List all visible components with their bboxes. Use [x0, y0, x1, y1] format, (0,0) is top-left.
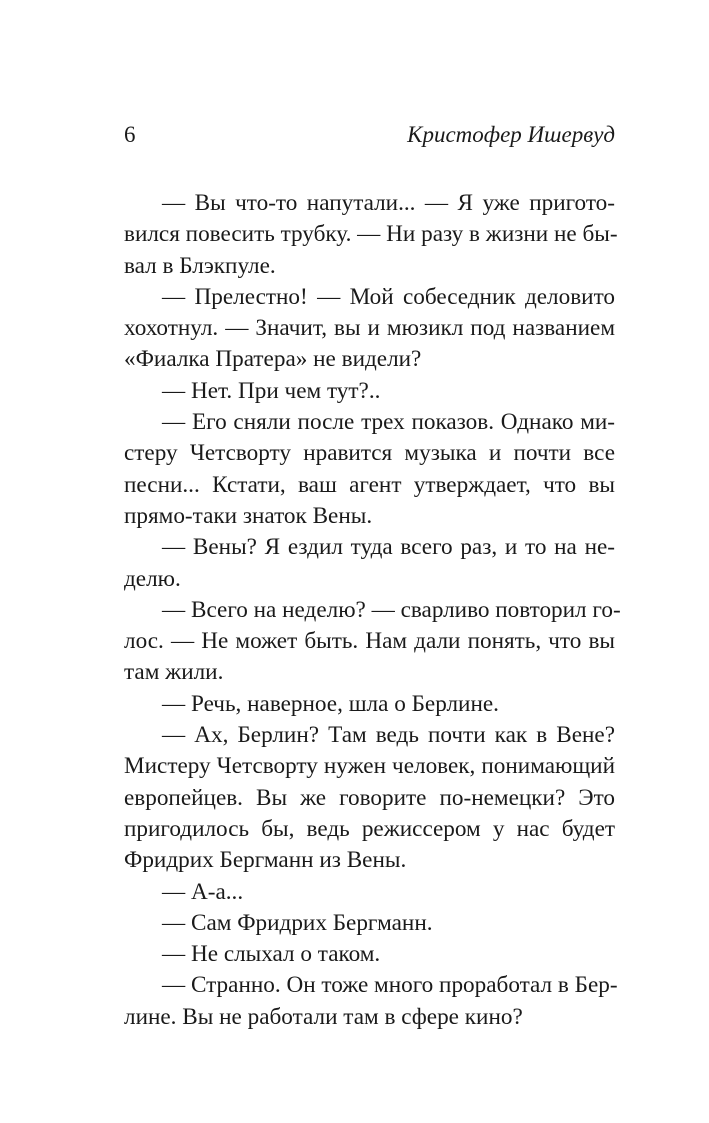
text-line: лос. — Не может быть. Нам дали понять, что вы [124, 628, 615, 655]
text-line: там жили. [124, 659, 224, 686]
text-line: вился повесить трубку. — Ни разу в жизни не бы- [124, 221, 618, 248]
text-line: — Прелестно! — Мой собеседник деловито [162, 283, 615, 310]
text-line: — Странно. Он тоже много проработал в Бер- [162, 972, 618, 999]
text-line: хохотнул. — Значит, вы и мюзикл под названием [124, 315, 615, 342]
text-line: «Фиалка Пратера» не видели? [124, 346, 422, 373]
text-line: вал в Блэкпуле. [124, 252, 276, 279]
text-line: прямо-таки знаток Вены. [124, 502, 373, 529]
text-line: пригодилось бы, ведь режиссером у нас будет [124, 815, 615, 842]
text-line: — Ах, Берлин? Там ведь почти как в Вене? [162, 722, 615, 749]
running-head-author: Кристофер Ишервуд [407, 122, 615, 147]
text-line: песни... Кстати, ваш агент утверждает, что вы [124, 471, 615, 498]
text-line: делю. [124, 565, 181, 592]
text-line: — А-а... [162, 878, 244, 905]
text-line: — Речь, наверное, шла о Берлине. [162, 690, 499, 717]
body-text [124, 188, 621, 1033]
text-line: стеру Четсворту нравится музыка и почти все [124, 440, 615, 467]
text-line: Фридрих Бергманн из Вены. [124, 847, 407, 874]
page-header [124, 120, 615, 150]
page-number: 6 [124, 122, 136, 147]
text-line: — Нет. При чем тут?.. [162, 377, 381, 404]
text-line: — Всего на неделю? — сварливо повторил го- [162, 596, 621, 623]
text-line: — Не слыхал о таком. [162, 941, 381, 968]
text-line: Мистеру Четсворту нужен человек, понимающий [124, 753, 615, 780]
text-line: — Вены? Я ездил туда всего раз, и то на не- [162, 534, 615, 561]
text-line: лине. Вы не работали там в сфере кино? [124, 1003, 523, 1030]
text-line: — Сам Фридрих Бергманн. [162, 909, 433, 936]
text-line: — Вы что-то напутали... — Я уже пригото- [162, 190, 615, 216]
text-line: — Его сняли после трех показов. Однако ми- [162, 409, 615, 436]
text-line: европейцев. Вы же говорите по-немецки? Это [124, 784, 615, 811]
